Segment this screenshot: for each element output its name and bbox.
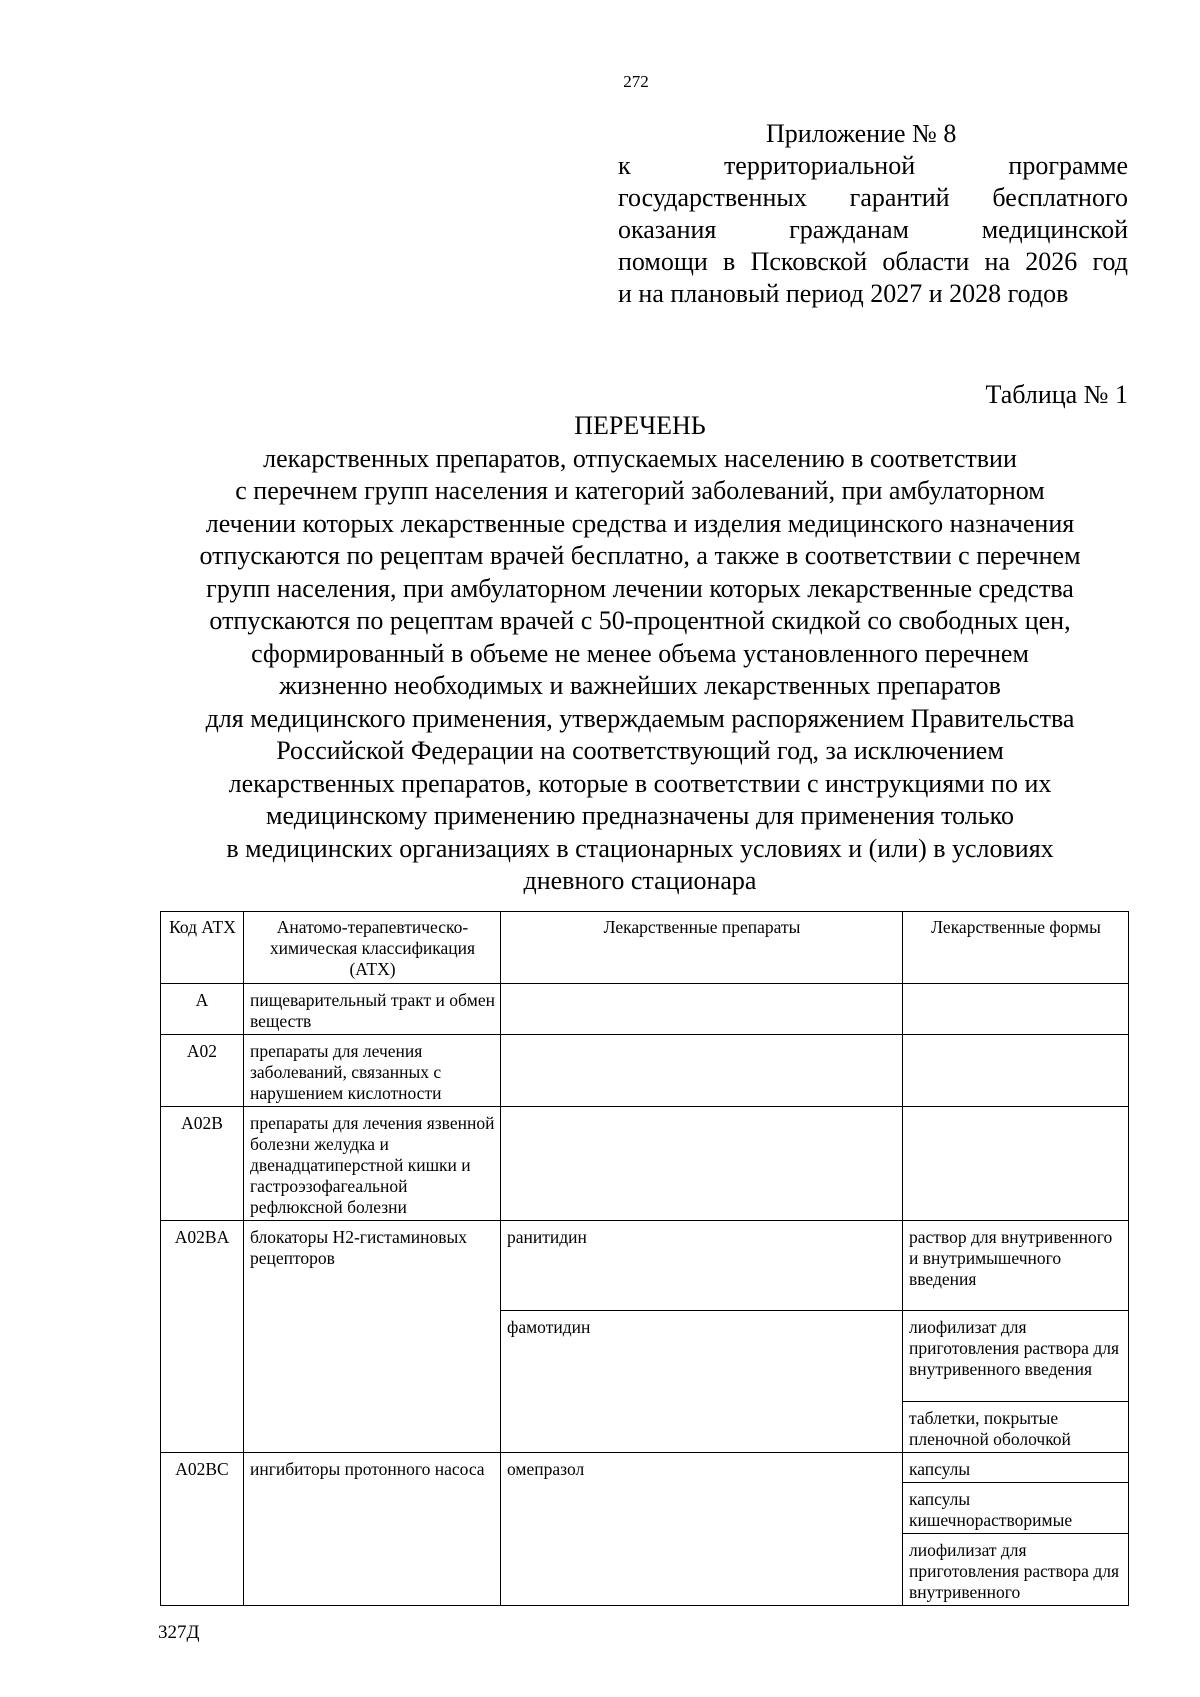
atc-code: A02B: [161, 1107, 244, 1221]
drug-form: таблетки, покрытые пленочной оболочкой: [903, 1401, 1128, 1452]
drug-name: [501, 984, 903, 1035]
heading-line: отпускаются по рецептам врачей с 50-процентной скидкой со свободных цен,: [209, 606, 1071, 635]
drug-list-table: [160, 911, 1129, 1606]
appendix-line: оказания гражданам медицинской: [618, 215, 1128, 244]
table-row: [161, 1221, 1129, 1311]
heading-line: сформированный в объеме не менее объема установленного перечнем: [251, 638, 1029, 668]
atc-classification: препараты для лечения заболеваний, связанных с нарушением кислотности: [244, 1035, 501, 1107]
heading-line: медицинскому применению предназначены для применения только: [266, 801, 1014, 830]
heading-line: лекарственных препаратов, отпускаемых населению в соответствии: [263, 443, 1017, 473]
drug-form: капсулы кишечнорастворимые: [903, 1482, 1128, 1533]
appendix-line: государственных гарантий бесплатного: [618, 183, 1128, 212]
appendix-line: помощи в Псковской области на 2026 год: [618, 247, 1128, 276]
drug-form: [903, 1035, 1129, 1107]
drug-form: раствор для внутривенного и внутримышечного введения: [903, 1221, 1129, 1311]
heading-line: дневного стационара: [523, 866, 757, 895]
atc-classification: пищеварительный тракт и обмен веществ: [244, 984, 501, 1035]
atc-classification: ингибиторы протонного насоса: [244, 1453, 501, 1606]
drug-form: лиофилизат для приготовления раствора для внутривенного введения: [909, 1317, 1119, 1379]
table-header-row: [161, 912, 1129, 984]
atc-code: A02BC: [161, 1453, 244, 1606]
drug-name: ранитидин: [501, 1221, 903, 1311]
heading-line: отпускаются по рецептам врачей бесплатно, а также в соответствии с перечнем: [199, 541, 1081, 570]
heading-line: жизненно необходимых и важнейших лекарственных препаратов: [279, 671, 1001, 700]
atc-code: A02: [161, 1035, 244, 1107]
heading-line: для медицинского применения, утверждаемым распоряжением Правительства: [205, 703, 1075, 733]
table-number: Таблица № 1: [985, 380, 1128, 409]
table-row: [161, 1035, 1129, 1107]
atc-code: A02BA: [161, 1221, 244, 1453]
drug-forms-cell: [903, 1453, 1129, 1606]
table-row: [161, 984, 1129, 1035]
drug-form: [903, 1107, 1129, 1221]
heading-line: лечении которых лекарственные средства и изделия медицинского назначения: [205, 508, 1075, 538]
heading-line: групп населения, при амбулаторном лечении которых лекарственные средства: [206, 573, 1074, 603]
table-row: [161, 1453, 1129, 1606]
table-row: [161, 1107, 1129, 1221]
drug-name: омепразол: [501, 1453, 903, 1606]
header-classification: Анатомо-терапевтическо-химическая классификация (АТХ): [244, 912, 501, 984]
heading-line: лекарственных препаратов, которые в соответствии с инструкциями по их: [228, 768, 1052, 798]
drug-forms-cell: [903, 1311, 1129, 1453]
drug-name: [501, 1035, 903, 1107]
document-heading: [140, 410, 1140, 898]
header-drugs: Лекарственные препараты: [501, 912, 903, 984]
drug-name: [501, 1107, 903, 1221]
header-code: Код АТХ: [161, 912, 244, 984]
atc-code: A: [161, 984, 244, 1035]
atc-classification: препараты для лечения язвенной болезни желудка и двенадцатиперстной кишки и гастроэзофагеальной рефлюксной болезни: [244, 1107, 501, 1221]
drug-name: фамотидин: [501, 1311, 903, 1453]
drug-form: [903, 984, 1129, 1035]
heading-title: ПЕРЕЧЕНЬ: [574, 411, 706, 440]
heading-line: с перечнем групп населения и категорий заболеваний, при амбулаторном: [235, 476, 1045, 505]
atc-classification: блокаторы Н2-гистаминовых рецепторов: [244, 1221, 501, 1453]
appendix-line: к территориальной программе: [618, 151, 1128, 180]
drug-form: лиофилизат для приготовления раствора для внутривенного: [903, 1533, 1128, 1605]
heading-line: в медицинских организациях в стационарных условиях и (или) в условиях: [226, 833, 1054, 863]
appendix-line: и на плановый период 2027 и 2028 годов: [618, 279, 1069, 308]
appendix-title: Приложение № 8: [766, 119, 957, 148]
heading-line: Российской Федерации на соответствующий год, за исключением: [276, 736, 1004, 765]
page-number: 272: [623, 72, 649, 91]
appendix-block: [618, 118, 1128, 310]
header-forms: Лекарственные формы: [903, 912, 1129, 984]
drug-form: капсулы: [909, 1459, 971, 1479]
footer-code: 327Д: [158, 1622, 200, 1643]
